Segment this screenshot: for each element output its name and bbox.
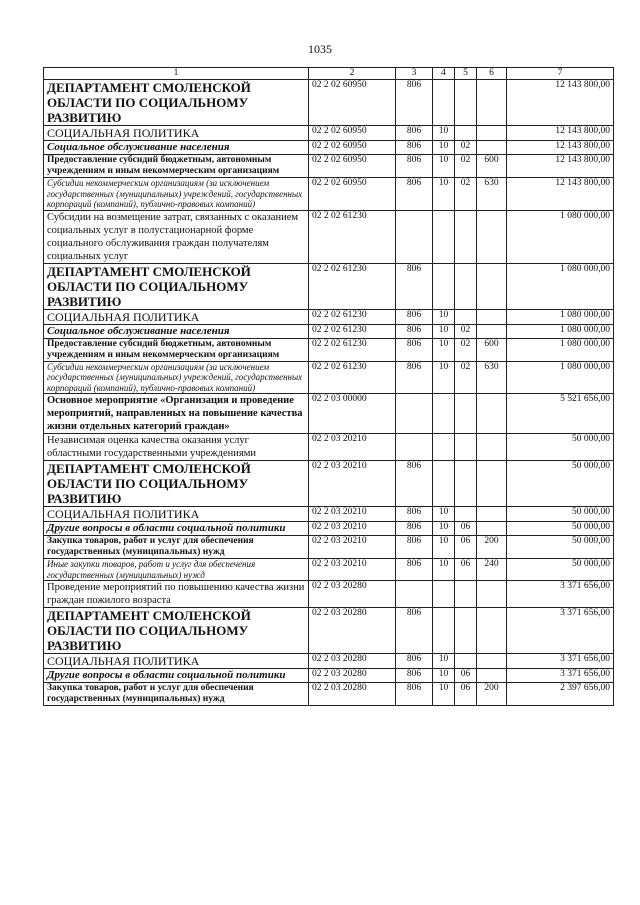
row-sum-cell: 12 143 800,00 [507,126,614,141]
row-col5-cell [455,581,477,608]
row-col6-cell [477,309,507,324]
row-col4-cell: 10 [433,669,455,683]
row-name-cell: Основное мероприятие «Организация и проведение мероприятий, направленных на повышение качества жизни отдельных категорий граждан» [44,394,309,434]
row-col3-cell: 806 [396,536,433,559]
row-col3-cell: 806 [396,507,433,522]
row-col6-cell: 630 [477,361,507,394]
row-col6-cell: 200 [477,683,507,706]
row-col3-cell: 806 [396,361,433,394]
table-row [44,581,614,608]
row-code-cell: 02 2 02 61230 [309,263,396,309]
row-col6-cell: 240 [477,559,507,581]
table-row [44,210,614,263]
row-sum-cell: 3 371 656,00 [507,669,614,683]
row-code-cell: 02 2 02 61230 [309,361,396,394]
row-col5-cell [455,210,477,263]
row-code-cell: 02 2 03 20280 [309,608,396,654]
row-col5-cell: 06 [455,669,477,683]
row-sum-cell: 5 521 656,00 [507,394,614,434]
row-col6-cell [477,141,507,155]
table-row [44,434,614,461]
column-header-6: 6 [477,68,507,80]
row-col3-cell [396,394,433,434]
row-col3-cell: 806 [396,126,433,141]
table-row [44,324,614,338]
table-row [44,522,614,536]
row-sum-cell: 3 371 656,00 [507,608,614,654]
column-header-1: 1 [44,68,309,80]
row-name-cell: Субсидии некоммерческим организациям (за исключением государственных (муниципальных) учреждений, государственных корпораций (компаний), публично-правовых компаний) [44,361,309,394]
table-row [44,559,614,581]
row-col4-cell: 10 [433,507,455,522]
row-code-cell: 02 2 02 60950 [309,178,396,211]
row-sum-cell: 3 371 656,00 [507,581,614,608]
row-col5-cell [455,507,477,522]
row-sum-cell: 1 080 000,00 [507,210,614,263]
row-col4-cell [433,434,455,461]
row-code-cell: 02 2 02 60950 [309,80,396,126]
row-col4-cell: 10 [433,338,455,361]
row-code-cell: 02 2 03 20210 [309,559,396,581]
row-col4-cell [433,210,455,263]
row-code-cell: 02 2 02 60950 [309,155,396,178]
row-code-cell: 02 2 03 20210 [309,434,396,461]
row-col6-cell [477,669,507,683]
row-col3-cell: 806 [396,461,433,507]
row-sum-cell: 50 000,00 [507,434,614,461]
row-code-cell: 02 2 03 20210 [309,461,396,507]
row-col6-cell [477,522,507,536]
row-col4-cell [433,80,455,126]
row-name-cell: СОЦИАЛЬНАЯ ПОЛИТИКА [44,126,309,141]
row-name-cell: ДЕПАРТАМЕНТ СМОЛЕНСКОЙ ОБЛАСТИ ПО СОЦИАЛЬНОМУ РАЗВИТИЮ [44,263,309,309]
row-code-cell: 02 2 02 60950 [309,126,396,141]
column-number-header [44,68,614,80]
budget-table [43,67,614,706]
row-col4-cell: 10 [433,141,455,155]
row-name-cell: Предоставление субсидий бюджетным, автономным учреждениям и иным некоммерческим организациям [44,338,309,361]
row-name-cell: Предоставление субсидий бюджетным, автономным учреждениям и иным некоммерческим организациям [44,155,309,178]
row-code-cell: 02 2 03 20280 [309,669,396,683]
row-col3-cell: 806 [396,155,433,178]
row-sum-cell: 50 000,00 [507,559,614,581]
row-col3-cell: 806 [396,559,433,581]
table-row [44,361,614,394]
row-sum-cell: 50 000,00 [507,507,614,522]
row-col3-cell [396,581,433,608]
table-row [44,394,614,434]
row-code-cell: 02 2 03 20210 [309,536,396,559]
row-sum-cell: 1 080 000,00 [507,263,614,309]
row-sum-cell: 12 143 800,00 [507,141,614,155]
row-col4-cell [433,394,455,434]
row-col4-cell: 10 [433,178,455,211]
column-header-3: 3 [396,68,433,80]
row-code-cell: 02 2 03 20280 [309,581,396,608]
row-code-cell: 02 2 03 20210 [309,522,396,536]
row-col3-cell: 806 [396,80,433,126]
row-code-cell: 02 2 03 20280 [309,654,396,669]
row-col5-cell [455,461,477,507]
row-col3-cell: 806 [396,338,433,361]
page-number: 1035 [308,42,332,56]
row-col4-cell [433,461,455,507]
table-row [44,536,614,559]
row-col6-cell: 200 [477,536,507,559]
row-col4-cell: 10 [433,559,455,581]
row-col5-cell: 02 [455,141,477,155]
row-col5-cell: 02 [455,155,477,178]
row-col3-cell: 806 [396,263,433,309]
table-row [44,155,614,178]
row-col6-cell [477,608,507,654]
row-col4-cell: 10 [433,536,455,559]
row-name-cell: Независимая оценка качества оказания услуг областными государственными учреждениями [44,434,309,461]
row-col3-cell: 806 [396,654,433,669]
row-sum-cell: 1 080 000,00 [507,309,614,324]
row-code-cell: 02 2 02 61230 [309,210,396,263]
row-col3-cell: 806 [396,683,433,706]
row-col5-cell [455,608,477,654]
row-col4-cell: 10 [433,309,455,324]
table-row [44,683,614,706]
row-sum-cell: 1 080 000,00 [507,324,614,338]
row-col3-cell: 806 [396,141,433,155]
row-code-cell: 02 2 02 61230 [309,309,396,324]
row-col6-cell [477,507,507,522]
row-col4-cell: 10 [433,683,455,706]
row-code-cell: 02 2 03 00000 [309,394,396,434]
row-name-cell: СОЦИАЛЬНАЯ ПОЛИТИКА [44,507,309,522]
row-col6-cell: 630 [477,178,507,211]
table-row [44,141,614,155]
table-row [44,461,614,507]
row-col5-cell: 02 [455,338,477,361]
row-name-cell: Субсидии на возмещение затрат, связанных с оказанием социальных услуг в полустационарной форме социального обслуживания граждан получателям социальных услуг [44,210,309,263]
row-col6-cell [477,434,507,461]
row-col4-cell: 10 [433,654,455,669]
row-sum-cell: 12 143 800,00 [507,80,614,126]
table-row [44,80,614,126]
table-row [44,263,614,309]
row-col3-cell: 806 [396,309,433,324]
row-col5-cell: 06 [455,536,477,559]
row-col4-cell: 10 [433,155,455,178]
row-col5-cell: 06 [455,559,477,581]
row-col3-cell [396,210,433,263]
row-col3-cell [396,434,433,461]
row-code-cell: 02 2 02 61230 [309,338,396,361]
row-name-cell: ДЕПАРТАМЕНТ СМОЛЕНСКОЙ ОБЛАСТИ ПО СОЦИАЛЬНОМУ РАЗВИТИЮ [44,80,309,126]
table-row [44,178,614,211]
row-col6-cell [477,461,507,507]
row-col4-cell: 10 [433,361,455,394]
row-code-cell: 02 2 02 60950 [309,141,396,155]
row-sum-cell: 50 000,00 [507,461,614,507]
table-row [44,507,614,522]
row-name-cell: Другие вопросы в области социальной политики [44,522,309,536]
row-code-cell: 02 2 02 61230 [309,324,396,338]
row-col5-cell: 02 [455,361,477,394]
row-col3-cell: 806 [396,669,433,683]
row-col5-cell [455,309,477,324]
table-row [44,309,614,324]
row-col3-cell: 806 [396,178,433,211]
row-col4-cell: 10 [433,324,455,338]
row-col6-cell [477,126,507,141]
row-sum-cell: 50 000,00 [507,522,614,536]
row-col6-cell [477,394,507,434]
table-row [44,669,614,683]
row-name-cell: Иные закупки товаров, работ и услуг для обеспечения государственных (муниципальных) нужд [44,559,309,581]
row-sum-cell: 2 397 656,00 [507,683,614,706]
row-col5-cell [455,434,477,461]
row-col5-cell [455,80,477,126]
row-col3-cell: 806 [396,608,433,654]
row-col5-cell: 06 [455,522,477,536]
row-col6-cell: 600 [477,338,507,361]
row-sum-cell: 12 143 800,00 [507,178,614,211]
row-col6-cell [477,581,507,608]
row-col5-cell [455,126,477,141]
row-col6-cell [477,324,507,338]
row-name-cell: Закупка товаров, работ и услуг для обеспечения государственных (муниципальных) нужд [44,683,309,706]
row-col6-cell: 600 [477,155,507,178]
row-sum-cell: 1 080 000,00 [507,361,614,394]
row-name-cell: ДЕПАРТАМЕНТ СМОЛЕНСКОЙ ОБЛАСТИ ПО СОЦИАЛЬНОМУ РАЗВИТИЮ [44,461,309,507]
column-header-4: 4 [433,68,455,80]
row-col5-cell [455,263,477,309]
row-name-cell: Другие вопросы в области социальной политики [44,669,309,683]
row-col4-cell [433,581,455,608]
row-col4-cell: 10 [433,126,455,141]
row-name-cell: Субсидии некоммерческим организациям (за исключением государственных (муниципальных) учреждений, государственных корпораций (компаний), публично-правовых компаний) [44,178,309,211]
row-name-cell: Социальное обслуживание населения [44,324,309,338]
row-col6-cell [477,210,507,263]
table-row [44,608,614,654]
row-col5-cell [455,394,477,434]
table-row [44,126,614,141]
row-code-cell: 02 2 03 20210 [309,507,396,522]
row-name-cell: ДЕПАРТАМЕНТ СМОЛЕНСКОЙ ОБЛАСТИ ПО СОЦИАЛЬНОМУ РАЗВИТИЮ [44,608,309,654]
table-row [44,338,614,361]
row-sum-cell: 1 080 000,00 [507,338,614,361]
row-col5-cell: 02 [455,324,477,338]
column-header-2: 2 [309,68,396,80]
row-name-cell: Закупка товаров, работ и услуг для обеспечения государственных (муниципальных) нужд [44,536,309,559]
column-header-5: 5 [455,68,477,80]
row-name-cell: Проведение мероприятий по повышению качества жизни граждан пожилого возраста [44,581,309,608]
row-col5-cell: 02 [455,178,477,211]
row-col3-cell: 806 [396,522,433,536]
row-col6-cell [477,80,507,126]
row-col6-cell [477,654,507,669]
row-name-cell: СОЦИАЛЬНАЯ ПОЛИТИКА [44,654,309,669]
row-col6-cell [477,263,507,309]
table-row [44,654,614,669]
column-header-7: 7 [507,68,614,80]
row-sum-cell: 50 000,00 [507,536,614,559]
row-code-cell: 02 2 03 20280 [309,683,396,706]
row-sum-cell: 12 143 800,00 [507,155,614,178]
row-col5-cell [455,654,477,669]
row-col4-cell: 10 [433,522,455,536]
row-sum-cell: 3 371 656,00 [507,654,614,669]
row-name-cell: СОЦИАЛЬНАЯ ПОЛИТИКА [44,309,309,324]
row-col3-cell: 806 [396,324,433,338]
row-col4-cell [433,608,455,654]
row-col5-cell: 06 [455,683,477,706]
row-col4-cell [433,263,455,309]
row-name-cell: Социальное обслуживание населения [44,141,309,155]
